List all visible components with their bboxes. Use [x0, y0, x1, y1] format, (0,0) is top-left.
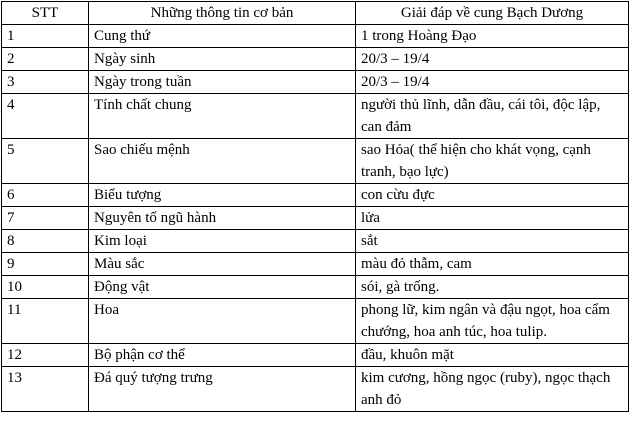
row-answer: 1 trong Hoàng Đạo — [356, 25, 629, 48]
row-answer: màu đỏ thẫm, cam — [356, 253, 629, 276]
row-answer: đầu, khuôn mặt — [356, 344, 629, 367]
row-info: Động vật — [89, 276, 356, 299]
table-row — [2, 25, 629, 48]
row-stt: 6 — [2, 184, 89, 207]
row-answer: sao Hỏa( thể hiện cho khát vọng, cạnh tranh, bạo lực) — [356, 139, 629, 184]
row-info: Ngày trong tuần — [89, 71, 356, 94]
table-body — [2, 25, 629, 412]
row-answer: kim cương, hồng ngọc (ruby), ngọc thạch anh đỏ — [356, 367, 629, 412]
table-row — [2, 230, 629, 253]
row-answer: 20/3 – 19/4 — [356, 48, 629, 71]
row-info: Hoa — [89, 299, 356, 344]
row-stt: 13 — [2, 367, 89, 412]
row-info: Đá quý tượng trưng — [89, 367, 356, 412]
row-info: Tính chất chung — [89, 94, 356, 139]
row-info: Biểu tượng — [89, 184, 356, 207]
row-stt: 7 — [2, 207, 89, 230]
header-stt: STT — [2, 2, 89, 25]
table-row — [2, 253, 629, 276]
row-answer: sói, gà trống. — [356, 276, 629, 299]
row-info: Nguyên tố ngũ hành — [89, 207, 356, 230]
table-row — [2, 94, 629, 139]
row-answer: người thủ lĩnh, dẫn đầu, cái tôi, độc lập, can đảm — [356, 94, 629, 139]
row-answer: con cừu đực — [356, 184, 629, 207]
table-row — [2, 48, 629, 71]
row-stt: 2 — [2, 48, 89, 71]
table-row — [2, 184, 629, 207]
row-stt: 4 — [2, 94, 89, 139]
header-answer: Giải đáp về cung Bạch Dương — [356, 2, 629, 25]
row-answer: phong lữ, kim ngân và đậu ngọt, hoa cẩm chướng, hoa anh túc, hoa tulip. — [356, 299, 629, 344]
zodiac-info-table — [1, 1, 629, 412]
row-stt: 3 — [2, 71, 89, 94]
table-row — [2, 139, 629, 184]
row-answer: lửa — [356, 207, 629, 230]
table-row — [2, 367, 629, 412]
row-stt: 8 — [2, 230, 89, 253]
row-stt: 10 — [2, 276, 89, 299]
table-row — [2, 207, 629, 230]
row-info: Ngày sinh — [89, 48, 356, 71]
table-row — [2, 276, 629, 299]
table-header-row — [2, 2, 629, 25]
row-stt: 12 — [2, 344, 89, 367]
header-basic-info: Những thông tin cơ bản — [89, 2, 356, 25]
table-row — [2, 344, 629, 367]
table-row — [2, 299, 629, 344]
row-stt: 5 — [2, 139, 89, 184]
row-stt: 11 — [2, 299, 89, 344]
row-info: Sao chiếu mệnh — [89, 139, 356, 184]
row-info: Kim loại — [89, 230, 356, 253]
row-info: Màu sắc — [89, 253, 356, 276]
row-info: Cung thứ — [89, 25, 356, 48]
row-answer: sắt — [356, 230, 629, 253]
row-stt: 1 — [2, 25, 89, 48]
row-info: Bộ phận cơ thể — [89, 344, 356, 367]
table-row — [2, 71, 629, 94]
row-answer: 20/3 – 19/4 — [356, 71, 629, 94]
row-stt: 9 — [2, 253, 89, 276]
